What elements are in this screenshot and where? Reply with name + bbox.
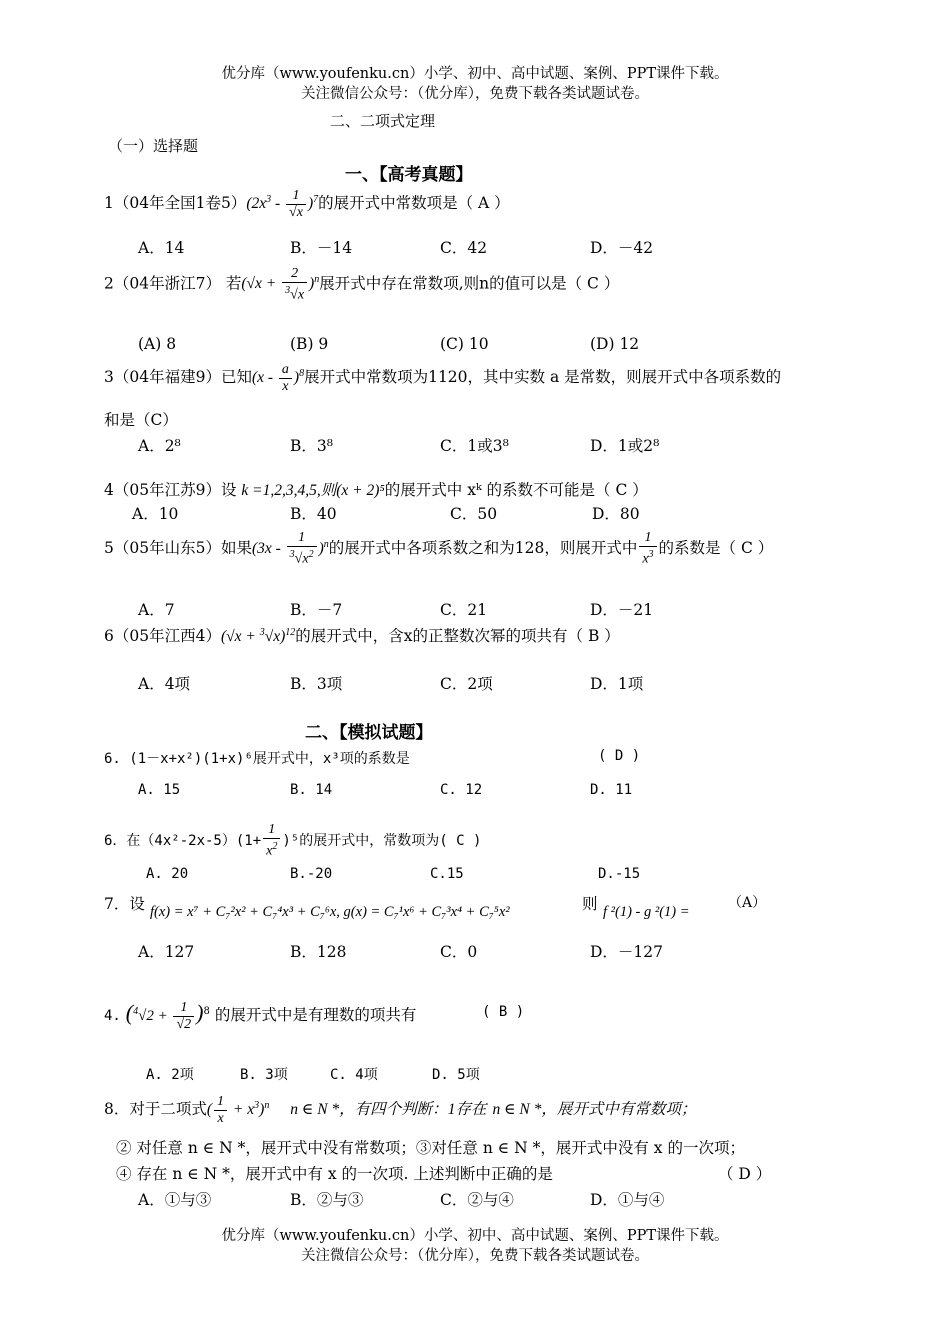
- section1-title: 一、【高考真题】: [345, 165, 473, 185]
- m4-suffix: 的展开式中是有理数的项共有: [214, 1006, 417, 1024]
- part-label: （一）选择题: [108, 137, 199, 155]
- m4-option-b: B. 3项: [240, 1067, 288, 1083]
- q3-option-c: C．1或3⁸: [440, 437, 509, 455]
- q3-prefix: 3（04年福建9）已知: [104, 368, 252, 387]
- q2-suffix: 展开式中存在常数项,则n的值可以是（ C ）: [319, 274, 620, 293]
- m6a-option-a: A. 15: [138, 782, 181, 798]
- footer-line-2: 关注微信公众号：（优分库），免费下载各类试题试卷。: [301, 1248, 649, 1264]
- q4-option-b: B．40: [290, 505, 337, 523]
- q5-stem: [104, 530, 773, 568]
- m7-answer: （A）: [728, 895, 767, 911]
- q3-line2: 和是（C）: [104, 411, 178, 429]
- q5-fraction: $\frac{1}{x^3}$: [639, 530, 656, 568]
- q1-option-b: B．－14: [290, 239, 353, 257]
- m6a-option-c: C. 12: [440, 782, 483, 798]
- m8-option-b: B．②与③: [290, 1191, 364, 1209]
- q6-suffix: 的展开式中，含x的正整数次幂的项共有（ B ）: [295, 627, 620, 645]
- m7-formula2: f ²(1) - g ²(1) =: [603, 904, 690, 920]
- m6b-option-c: C.15: [430, 866, 464, 882]
- q2-option-c: (C) 10: [440, 335, 489, 353]
- q6-option-c: C．2项: [440, 675, 493, 693]
- m4-formula: (: [125, 1000, 134, 1025]
- q5-option-c: C．21: [440, 601, 488, 619]
- m6a-option-b: B. 14: [290, 782, 333, 798]
- m7-formula: f(x) = x⁷ + C₇²x² + C₇⁴x³ + C₇⁶x, g(x) = C₇¹x⁶ + C₇³x⁴ + C₇⁵x²: [150, 904, 510, 920]
- m6b-stem: [104, 822, 481, 860]
- q1-prefix: 1（04年全国1卷5）: [104, 194, 247, 213]
- m8-cond2: n ∈ N *，展开式中有常数项；: [492, 1101, 697, 1119]
- q3-formula: (x - $\frac{a}{x}$ )$^8$: [251, 362, 305, 394]
- q4-suffix: 的展开式中 xᵏ 的系数不可能是（ C ）: [384, 481, 648, 499]
- m4-prefix: 4.: [104, 1008, 121, 1024]
- m7-option-d: D．－127: [590, 943, 664, 961]
- q1-option-c: C．42: [440, 239, 488, 257]
- q4-option-c: C．50: [450, 505, 498, 523]
- q3-option-b: B．3⁸: [290, 437, 333, 455]
- q2-stem: [104, 266, 619, 304]
- q5-option-d: D．－21: [590, 601, 654, 619]
- m7-stem: [104, 892, 145, 914]
- m4-answer: ( B ): [482, 1004, 525, 1020]
- m8-option-d: D．①与④: [590, 1191, 665, 1209]
- q1-option-d: D．－42: [590, 239, 654, 257]
- q6-option-a: A．4项: [138, 675, 191, 693]
- q6-option-d: D．1项: [590, 675, 644, 693]
- q6-formula: $(√x + ^3√x)^{12}$: [220, 626, 296, 645]
- m8-line2: ② 对任意 n ∈ N *，展开式中没有常数项；③对任意 n ∈ N *，展开式中没有 x 的一次项；: [116, 1139, 745, 1157]
- m7-option-a: A．127: [138, 943, 195, 961]
- m8-option-c: C．②与④: [440, 1191, 514, 1209]
- q2-prefix: 2（04年浙江7） 若: [104, 274, 242, 293]
- m4-option-c: C. 4项: [330, 1067, 378, 1083]
- q1-option-a: A．14: [138, 239, 185, 257]
- q5-option-b: B．－7: [290, 601, 343, 619]
- m6b-prefix: 6．在（4x²-2x-5）(1+: [104, 832, 262, 849]
- m6b-option-b: B.-20: [290, 866, 333, 882]
- q1-suffix: 的展开式中常数项是（ A ）: [318, 194, 510, 213]
- m8-prefix: 8．对于二项式: [104, 1100, 207, 1119]
- m6b-suffix: )⁵的展开式中，常数项为( C ): [282, 832, 482, 849]
- header-line-2: 关注微信公众号：（优分库），免费下载各类试题试卷。: [301, 86, 649, 102]
- q2-option-a: (A) 8: [138, 335, 177, 353]
- q3-option-d: D．1或2⁸: [590, 437, 660, 455]
- q4-formula: k =1,2,3,4,5,则(x + 2)⁵: [241, 482, 385, 499]
- m4-stem: 4. ($^4$√2 + $\frac{1}{√2}$ )$^8$ 的展开式中是有理数的项共有: [104, 1000, 417, 1033]
- q5-suffix: 的展开式中各项系数之和为128，则展开式中: [328, 538, 638, 557]
- m8-option-a: A．①与③: [138, 1191, 212, 1209]
- q5-option-a: A．7: [138, 601, 175, 619]
- m7-prefix: 7．设: [104, 895, 145, 913]
- m8-cond: n ∈ N *，有四个判断：1存在: [290, 1101, 487, 1119]
- m8-line3: ④ 存在 n ∈ N *，展开式中有 x 的一次项. 上述判断中正确的是: [116, 1165, 553, 1183]
- q5-formula: (3x - $\frac{1}{^3√x^2}$ )$^n$: [251, 530, 329, 568]
- section2-title: 二、【模拟试题】: [305, 723, 433, 743]
- header-line-1: 优分库（www.youfenku.cn）小学、初中、高中试题、案例、PPT课件下载。: [221, 66, 729, 82]
- m4-option-d: D. 5项: [432, 1067, 480, 1083]
- m7-then: 则: [582, 895, 598, 913]
- q6-option-b: B．3项: [290, 675, 343, 693]
- m6a-option-d: D. 11: [590, 782, 633, 798]
- m8-stem: [104, 1094, 696, 1127]
- m7-option-c: C．0: [440, 943, 478, 961]
- q4-stem: [104, 478, 648, 500]
- q3-stem: [104, 362, 781, 395]
- m6a-stem: 6. (1－x+x²)(1+x)⁶展开式中，x³项的系数是: [104, 751, 410, 767]
- q6-prefix: 6（05年江西4）: [104, 627, 221, 645]
- q2-option-b: (B) 9: [290, 335, 329, 353]
- m8-answer: （ D ）: [718, 1165, 772, 1183]
- q1-stem: [104, 188, 510, 221]
- q2-formula: (√x + $\frac{2}{^3√x}$ )$^n$: [241, 266, 320, 303]
- m6b-option-a: A. 20: [146, 866, 189, 882]
- footer-line-1: 优分库（www.youfenku.cn）小学、初中、高中试题、案例、PPT课件下载。: [221, 1228, 729, 1244]
- q4-option-d: D．80: [592, 505, 640, 523]
- q4-prefix: 4（05年江苏9）设: [104, 481, 237, 499]
- q3-suffix: 展开式中常数项为1120，其中实数 a 是常数，则展开式中各项系数的: [304, 368, 782, 387]
- q4-option-a: A．10: [132, 505, 179, 523]
- doc-title: 二、二项式定理: [330, 112, 436, 130]
- q1-formula: ($2x^3$ - $\frac{1}{√x}$ )$^7$: [246, 188, 319, 220]
- q5-suffix2: 的系数是（ C ）: [658, 538, 774, 557]
- q6-stem: [104, 624, 620, 646]
- q3-option-a: A．2⁸: [138, 437, 181, 455]
- m6a-answer: ( D ): [598, 748, 641, 764]
- q5-prefix: 5（05年山东5）如果: [104, 538, 252, 557]
- q2-option-d: (D) 12: [590, 335, 640, 353]
- m8-formula: ( $\frac{1}{x}$ + $x^3)^n$: [206, 1094, 270, 1126]
- m6b-option-d: D.-15: [598, 866, 641, 882]
- m7-option-b: B．128: [290, 943, 347, 961]
- m4-option-a: A. 2项: [146, 1067, 194, 1083]
- m6b-fraction: $\frac{1}{x^2}$: [263, 822, 280, 860]
